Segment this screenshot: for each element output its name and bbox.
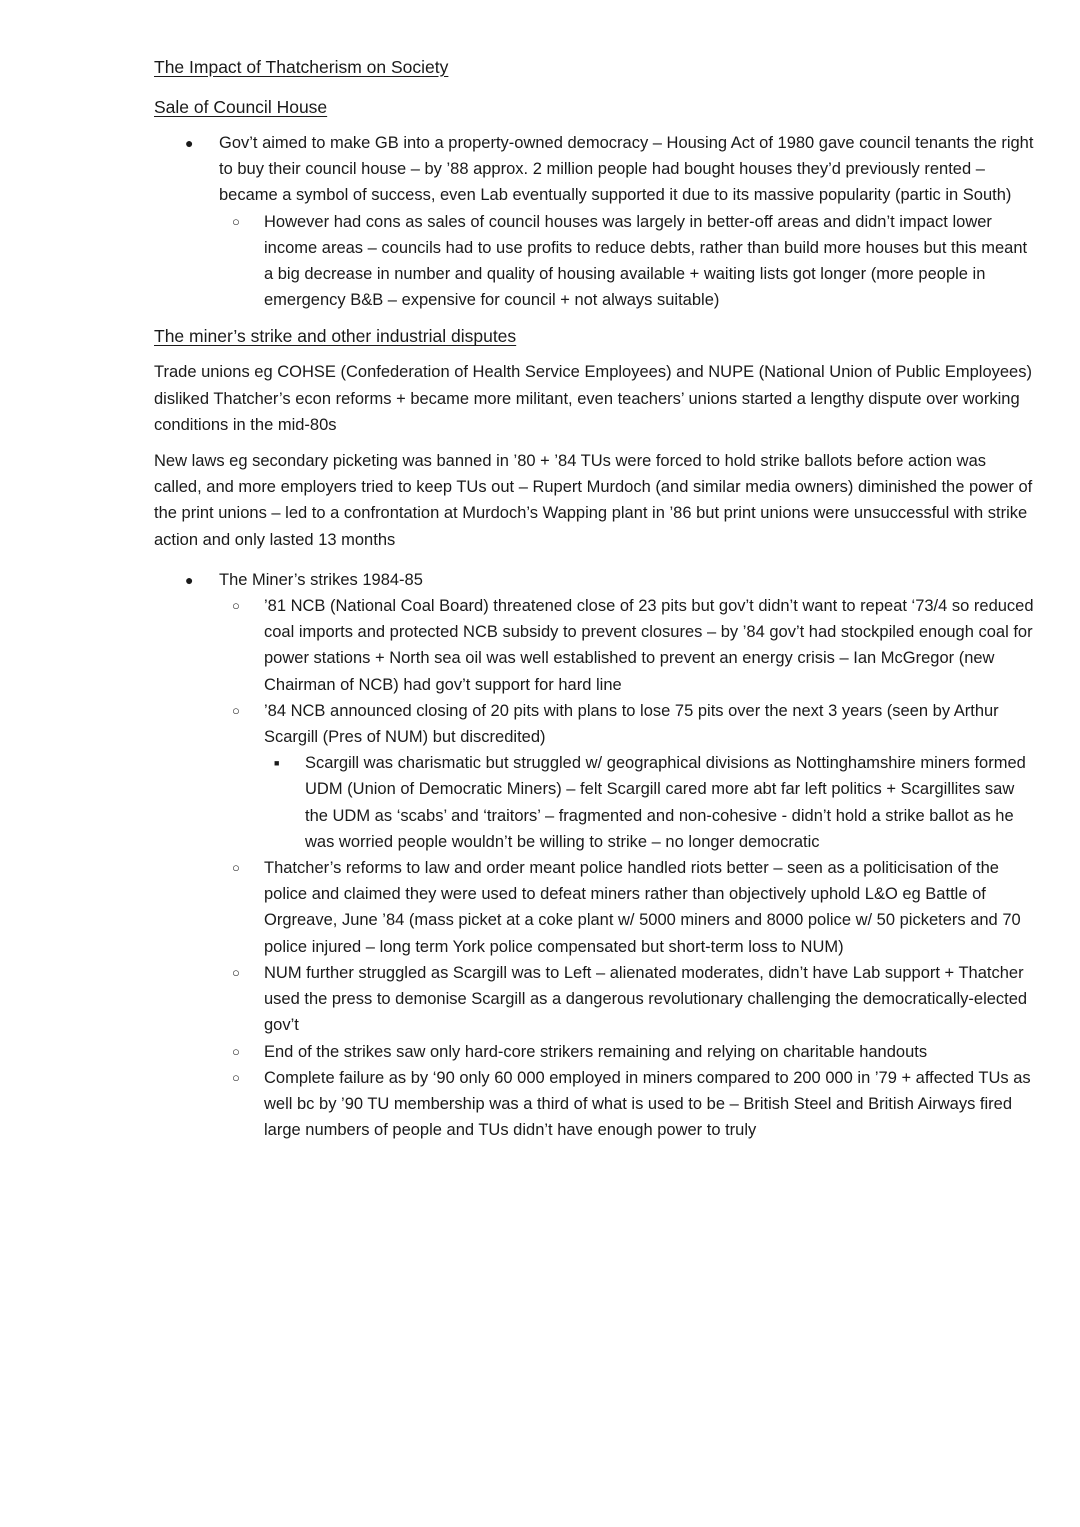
bullet-disc-icon: ● (185, 135, 194, 151)
sub-sub-list-item: ■ Scargill was charismatic but struggled w/ geographical divisions as Nottinghamshire miners formed UDM (Union of Democratic Miners) – felt Scargill cared more abt far left politics + Scargillites saw the UDM as ‘scabs’ and ‘traitors’ – fragmented and non-cohesive - didn’t hold a strike ballot as he was worried people wouldn’t be willing to strike – no longer democratic (219, 750, 1034, 855)
sub-list-item: ○ However had cons as sales of council houses was largely in better-off areas and didn’t impact lower income areas – councils had to use profits to reduce debts, rather than build more houses but this meant a big decrease in number and quality of housing available + waiting lists got longer (more people in emergency B&B – expensive for council + not always suitable) (219, 209, 1034, 314)
miners-strike-list (154, 567, 1034, 1143)
sub-list-item: ○ NUM further struggled as Scargill was to Left – alienated moderates, didn’t have Lab support + Thatcher used the press to demonise Scargill as a dangerous revolutionary challenging the democratically-elected gov’t (219, 960, 1034, 1039)
bullet-circle-icon: ○ (232, 1043, 240, 1059)
sub-sub-list (219, 750, 1034, 855)
paragraph-new-laws: New laws eg secondary picketing was banned in ’80 + ’84 TUs were forced to hold strike ballots before action was called, and more employers tried to keep TUs out – Rupert Murdoch (and similar media owners) diminished the power of the print unions – led to a confrontation at Murdoch’s Wapping plant in ’86 but print unions were unsuccessful with strike action and only lasted 13 months (154, 452, 1033, 549)
bullet-square-icon: ■ (274, 758, 280, 769)
sub-list-item: ○ End of the strikes saw only hard-core strikers remaining and relying on charitable handouts (219, 1039, 1034, 1065)
list-item: ● Gov’t aimed to make GB into a property-owned democracy – Housing Act of 1980 gave council tenants the right to buy their council house – by ’88 approx. 2 million people had bought houses they’d previously rented – became a symbol of success, even Lab eventually supported it due to its massive popularity (partic in South) ○ However had cons as sales of council houses was largely in better-off areas and didn’t impact lower income areas – councils had to use profits to reduce debts, rather than build more houses but this meant a big decrease in number and quality of housing available + waiting lists got longer (more people in emergency B&B – expensive for council + not always suitable) (154, 130, 1034, 313)
sub-list-item: ○ Thatcher’s reforms to law and order meant police handled riots better – seen as a politicisation of the police and claimed they were used to defeat miners rather than objectively uphold L&O eg Battle of Orgreave, June ’84 (mass picket at a coke plant w/ 5000 miners and 8000 police w/ 50 picketers and 70 police injured – long term York police compensated but short-term loss to NUM) (219, 855, 1034, 960)
bullet-circle-icon: ○ (232, 964, 240, 980)
list-item: ● The Miner’s strikes 1984-85 ○ ’81 NCB (National Coal Board) threatened close of 23 pits but gov’t didn’t want to repeat ‘73/4 so reduced coal imports and protected NCB subsidy to prevent closures – by ’84 gov’t had stockpiled enough coal for power stations + North sea oil was well established to prevent an energy crisis – Ian McGregor (new Chairman of NCB) had gov’t support for hard line ○ ’84 NCB announced closing of 20 pits with plans to lose 75 pits over the next 3 years (seen by Arthur Scargill (Pres of NUM) but discredited) ■ Scargill was charismatic but struggled w/ geographical divisions as Nottinghamshire miners formed UDM (Union of Democratic Miners) – felt Scargill cared more abt far left politics + Scargillites saw the UDM as ‘scabs’ and ‘traitors’ – fragmented and non-cohesive - didn’t hold a strike ballot as he was worried people wouldn’t be willing to strike – no longer democratic ○ Thatcher’s reforms to law and order meant police handled riots better – seen as a politicisation of the police and claimed they were used to defeat miners rather than objectively uphold L&O eg Battle of Orgreave, June ’84 (mass picket at a coke plant w/ 5000 miners and 8000 police w/ 50 picketers and 70 police injured – long term York police compensated but short-term loss to NUM) ○ NUM further struggled as Scargill was to Left – alienated moderates, didn’t have Lab support + Thatcher used the press to demonise Scargill as a dangerous revolutionary challenging the democratically-elected gov’t ○ End of the strikes saw only hard-core strikers remaining and relying on charitable handouts ○ Complete failure as by ‘90 only 60 000 employed in miners compared to 200 000 in ’79 + affected TUs as well bc by ’90 TU membership was a third of what is used to be – British Steel and British Airways fired large numbers of people and TUs didn’t have enough power to truly (154, 567, 1034, 1143)
document-page (154, 54, 1034, 1143)
section-heading-council-house: Sale of Council House (154, 97, 328, 117)
sub-list (219, 593, 1034, 1143)
bullet-circle-icon: ○ (232, 860, 240, 876)
sub-list-item: ○ ’81 NCB (National Coal Board) threatened close of 23 pits but gov’t didn’t want to repeat ‘73/4 so reduced coal imports and protected NCB subsidy to prevent closures – by ’84 gov’t had stockpiled enough coal for power stations + North sea oil was well established to prevent an energy crisis – Ian McGregor (new Chairman of NCB) had gov’t support for hard line (219, 593, 1034, 698)
bullet-disc-icon: ● (185, 571, 194, 588)
sub-list-item: ○ Complete failure as by ‘90 only 60 000 employed in miners compared to 200 000 in ’79 + affected TUs as well bc by ’90 TU membership was a third of what is used to be – British Steel and British Airways fired large numbers of people and TUs didn’t have enough power to truly (219, 1065, 1034, 1144)
sub-list-item: ○ ’84 NCB announced closing of 20 pits with plans to lose 75 pits over the next 3 years (seen by Arthur Scargill (Pres of NUM) but discredited) ■ Scargill was charismatic but struggled w/ geographical divisions as Nottinghamshire miners formed UDM (Union of Democratic Miners) – felt Scargill cared more abt far left politics + Scargillites saw the UDM as ‘scabs’ and ‘traitors’ – fragmented and non-cohesive - didn’t hold a strike ballot as he was worried people wouldn’t be willing to strike – no longer democratic (219, 698, 1034, 855)
sub-list (219, 209, 1034, 314)
bullet-circle-icon: ○ (232, 598, 240, 614)
section-heading-miners-strike: The miner’s strike and other industrial disputes (154, 326, 517, 347)
council-house-list (154, 130, 1034, 313)
document-title: The Impact of Thatcherism on Society (154, 57, 449, 77)
paragraph-trade-unions: Trade unions eg COHSE (Confederation of Health Service Employees) and NUPE (National Union of Public Employees) disliked Thatcher’s econ reforms + became more militant, even teachers’ unions started a lengthy dispute over working conditions in the mid-80s (154, 363, 1032, 434)
bullet-circle-icon: ○ (232, 702, 240, 718)
bullet-circle-icon: ○ (232, 1069, 240, 1085)
bullet-circle-icon: ○ (232, 213, 240, 229)
